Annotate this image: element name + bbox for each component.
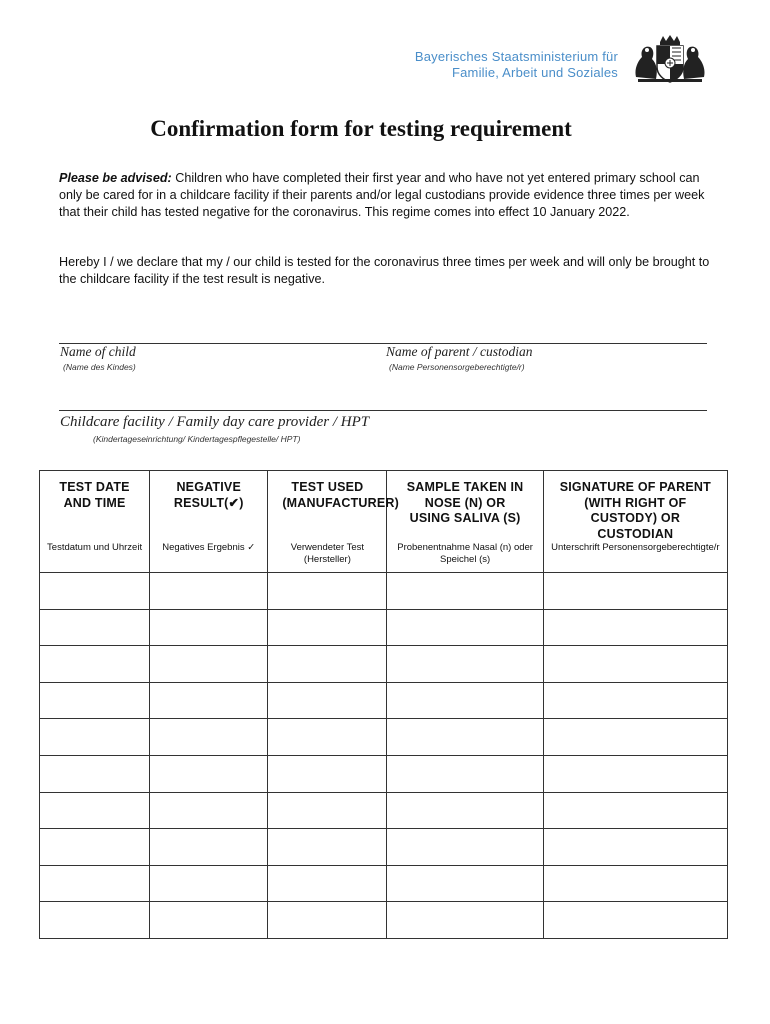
facility-signature-line (59, 410, 707, 411)
column-header-test-date (40, 471, 150, 573)
table-cell[interactable] (40, 829, 150, 866)
parent-name-label: Name of parent / custodian (386, 344, 533, 359)
ministry-line-1: Bayerisches Staatsministerium für (414, 49, 618, 64)
test-log-table (39, 470, 728, 939)
table-row (40, 902, 728, 939)
table-cell[interactable] (268, 829, 387, 866)
parent-name-sublabel: (Name Personensorgeberechtigte/r) (389, 362, 525, 372)
table-row (40, 646, 728, 683)
column-label: TEST USED (MANUFACTURER) (282, 480, 399, 510)
table-row (40, 865, 728, 902)
table-cell[interactable] (268, 792, 387, 829)
table-cell[interactable] (268, 646, 387, 683)
table-cell[interactable] (40, 646, 150, 683)
notice-lead: Please be advised: (59, 171, 172, 185)
facility-sublabel: (Kindertageseinrichtung/ Kindertagespflegestelle/ HPT) (93, 434, 301, 444)
table-cell[interactable] (150, 719, 268, 756)
table-cell[interactable] (543, 865, 727, 902)
table-cell[interactable] (543, 719, 727, 756)
table-cell[interactable] (268, 573, 387, 610)
table-cell[interactable] (40, 682, 150, 719)
table-cell[interactable] (40, 573, 150, 610)
table-cell[interactable] (268, 719, 387, 756)
column-label: TEST DATE AND TIME (59, 480, 130, 510)
table-cell[interactable] (387, 609, 543, 646)
table-row (40, 755, 728, 792)
child-name-sublabel: (Name des Kindes) (63, 362, 136, 372)
table-cell[interactable] (40, 902, 150, 939)
table-row (40, 792, 728, 829)
table-cell[interactable] (543, 829, 727, 866)
table-cell[interactable] (387, 902, 543, 939)
table-cell[interactable] (387, 755, 543, 792)
name-signature-line (59, 343, 707, 344)
table-cell[interactable] (387, 865, 543, 902)
column-sublabel: Unterschrift Personensorgeberechtigte/r (551, 542, 720, 553)
column-sublabel: Testdatum und Uhrzeit (47, 542, 143, 553)
column-label: SAMPLE TAKEN IN NOSE (N) OR USING SALIVA (S) (406, 480, 524, 525)
table-row (40, 719, 728, 756)
notice-text: Children who have completed their first year and who have not yet entered primary school can only be cared for in a childcare facility if their parents and/or legal custodians provide evidence three times per week that their child has tested negative for the coronavirus. This regime comes into effect 10 January 2022. (59, 171, 705, 220)
table-cell[interactable] (543, 609, 727, 646)
page-title: Confirmation form for testing requirement (150, 116, 572, 141)
ministry-name (415, 49, 618, 81)
table-cell[interactable] (40, 865, 150, 902)
table-row (40, 573, 728, 610)
table-row (40, 682, 728, 719)
column-sublabel: Probenentnahme Nasal (n) oder Speichel (s) (397, 542, 533, 565)
table-cell[interactable] (150, 829, 268, 866)
table-cell[interactable] (268, 755, 387, 792)
column-label: SIGNATURE OF PARENT (WITH RIGHT OF CUSTODY) OR CUSTODIAN (559, 480, 711, 541)
table-row (40, 609, 728, 646)
table-cell[interactable] (40, 609, 150, 646)
column-sublabel: Verwendeter Test (Hersteller) (290, 542, 365, 565)
column-header-negative-result (150, 471, 268, 573)
ministry-line-2: Familie, Arbeit und Soziales (451, 65, 618, 80)
table-cell[interactable] (268, 682, 387, 719)
table-cell[interactable] (268, 865, 387, 902)
table-body (40, 573, 728, 939)
table-cell[interactable] (387, 792, 543, 829)
table-cell[interactable] (40, 719, 150, 756)
column-header-sample-taken (387, 471, 543, 573)
table-cell[interactable] (387, 682, 543, 719)
bavarian-coat-of-arms-icon (630, 33, 710, 85)
table-cell[interactable] (150, 792, 268, 829)
column-header-signature (543, 471, 727, 573)
column-sublabel: Negatives Ergebnis ✓ (162, 542, 256, 553)
table-cell[interactable] (387, 646, 543, 683)
table-cell[interactable] (150, 609, 268, 646)
table-cell[interactable] (268, 609, 387, 646)
table-cell[interactable] (387, 719, 543, 756)
table-cell[interactable] (543, 682, 727, 719)
notice-paragraph (59, 170, 724, 222)
facility-label: Childcare facility / Family day care provider / HPT (60, 414, 370, 430)
table-cell[interactable] (150, 865, 268, 902)
table-cell[interactable] (387, 829, 543, 866)
table-cell[interactable] (40, 755, 150, 792)
table-cell[interactable] (150, 682, 268, 719)
child-name-label: Name of child (60, 344, 136, 359)
column-label: NEGATIVE RESULT(✔) (173, 480, 244, 510)
table-cell[interactable] (543, 755, 727, 792)
table-cell[interactable] (40, 792, 150, 829)
table-cell[interactable] (150, 646, 268, 683)
table-row (40, 829, 728, 866)
table-cell[interactable] (543, 792, 727, 829)
table-cell[interactable] (150, 573, 268, 610)
table-cell[interactable] (543, 646, 727, 683)
table-cell[interactable] (543, 902, 727, 939)
table-header-row (40, 471, 728, 573)
table-cell[interactable] (268, 902, 387, 939)
table-cell[interactable] (150, 755, 268, 792)
column-header-test-used (268, 471, 399, 573)
declaration-paragraph: Hereby I / we declare that my / our child is tested for the coronavirus three times per week and will only be brought to the childcare facility if the test result is negative. (59, 255, 710, 287)
table-cell[interactable] (150, 902, 268, 939)
table-cell[interactable] (543, 573, 727, 610)
table-cell[interactable] (387, 573, 543, 610)
